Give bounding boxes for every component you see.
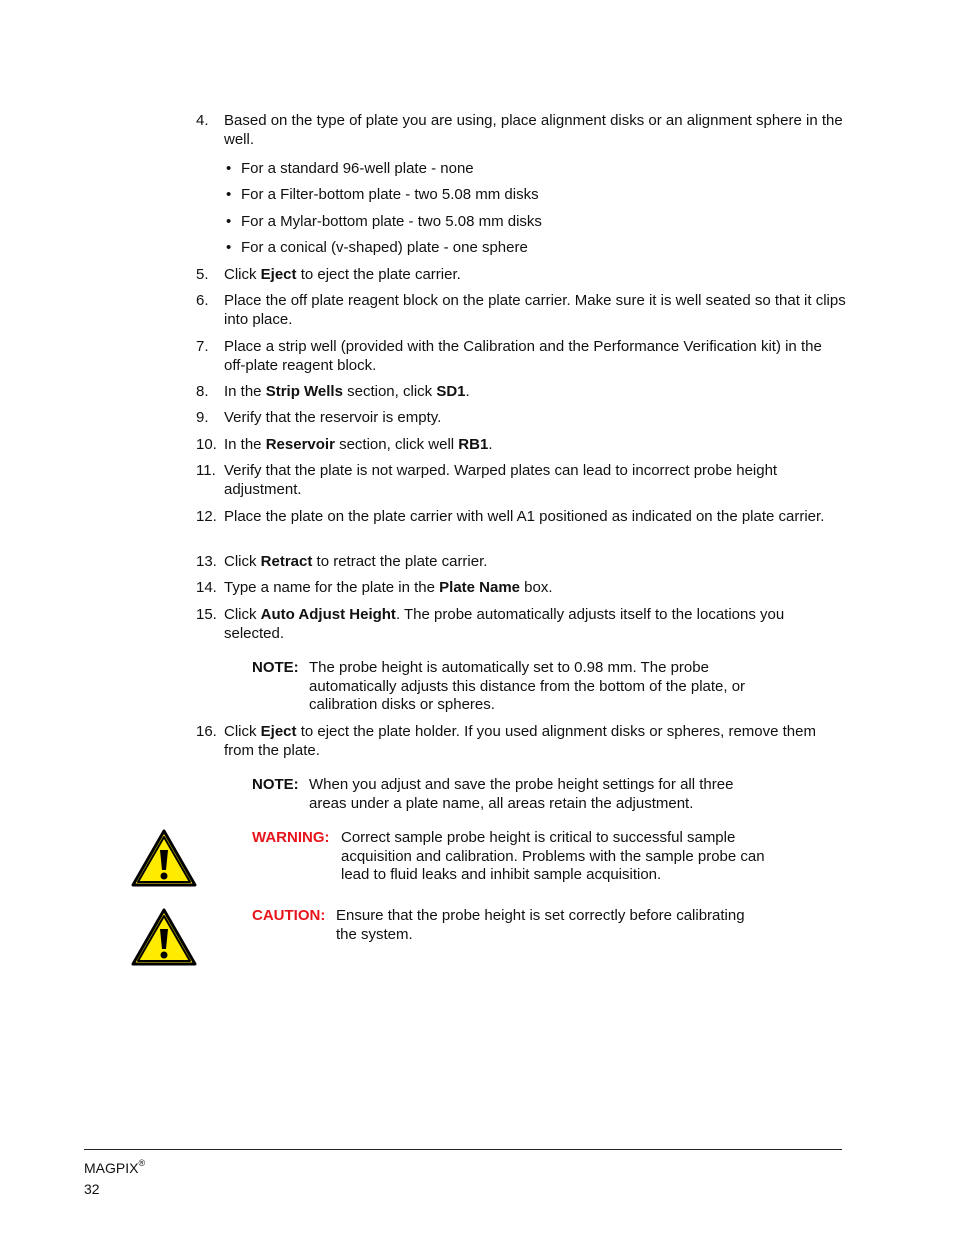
step-number: 13. [196,553,217,570]
step-text-bold: Eject [260,723,297,740]
step-text [224,723,846,760]
bullet-text: For a conical (v-shaped) plate - one sphere [241,239,528,256]
step-text-part: Based on the type of plate you are using, place alignment disks or an alignment sphere in the well. [224,112,843,148]
step-number: 10. [196,436,217,453]
step-text-bold: Eject [260,266,297,283]
step-text-part: Click [224,723,261,740]
step-number: 11. [196,462,216,479]
step-text-part: . [488,436,493,453]
step-text-bold: RB1 [458,436,489,453]
step-number: 6. [196,292,209,309]
step-text-part: box. [520,579,553,596]
note-label: NOTE: [252,776,299,793]
step-number: 5. [196,266,209,283]
step-text-part: section, click [342,383,437,400]
step-text-part: Click [224,266,261,283]
step-text-bold: Strip Wells [265,383,343,400]
note-line: When you adjust and save the probe height settings for all three [309,776,734,793]
note-line: automatically adjusts this distance from the bottom of the plate, or [309,677,746,695]
step-number: 4. [196,112,209,129]
warning-line: Correct sample probe height is critical to successful sample [341,829,736,846]
step-text-part: Place the plate on the plate carrier with well A1 positioned as indicated on the plate carrier. [224,508,825,525]
step-text-part: Click [224,553,261,570]
footer-product-name: MAGPIX [84,1160,139,1176]
step-number: 7. [196,338,209,355]
step-text [224,266,846,285]
caution-label: CAUTION: [252,907,326,924]
step-number: 15. [196,606,217,623]
step-text [224,553,846,572]
step-text [224,409,846,428]
warning-triangle-icon [130,828,198,888]
bullet-text: For a Filter-bottom plate - two 5.08 mm disks [241,186,539,203]
note-line: areas under a plate name, all areas retain the adjustment. [309,794,694,812]
step-text-part: Type a name for the plate in the [224,579,440,596]
step-text [224,338,846,375]
step-text-part: Verify that the plate is not warped. Warped plates can lead to incorrect probe height adjustment. [224,462,778,498]
step-text [224,606,846,643]
bullet-dot: • [226,239,232,256]
step-text [224,436,846,455]
step-text-part: . [465,383,470,400]
step-text [224,508,846,527]
step-text-part: . The probe automatically adjusts itself to the locations you selected. [224,606,785,642]
step-number: 14. [196,579,217,596]
step-text [224,383,846,402]
note-line: calibration disks or spheres. [309,696,495,713]
step-text [224,292,846,329]
step-text-part: Place a strip well (provided with the Calibration and the Performance Verification kit) in the off-plate reagent block. [224,338,822,374]
step-number: 12. [196,508,217,525]
step-number: 8. [196,383,209,400]
step-text-bold: Plate Name [439,579,521,596]
step-text-bold: Retract [260,553,313,570]
step-text-part: Verify that the reservoir is empty. [224,409,442,426]
step-number: 16. [196,723,217,740]
step-text-part: to retract the plate carrier. [312,553,488,570]
step-text-bold: SD1 [436,383,466,400]
warning-line: acquisition and calibration. Problems with the sample probe can [341,847,765,865]
step-number: 9. [196,409,209,426]
step-text-bold: Auto Adjust Height [260,606,396,623]
step-text-part: In the [224,383,266,400]
footer-rule [84,1149,842,1150]
note-line: The probe height is automatically set to 0.98 mm. The probe [309,659,709,676]
step-text [224,579,846,598]
step-text-part: to eject the plate carrier. [296,266,461,283]
bullet-dot: • [226,186,232,203]
bullet-dot: • [226,213,232,230]
step-text-part: section, click well [334,436,459,453]
bullet-text: For a standard 96-well plate - none [241,160,474,177]
step-text-part: In the [224,436,266,453]
caution-triangle-icon [130,907,198,967]
step-text-bold: Reservoir [265,436,335,453]
footer-product [84,1160,145,1176]
bullet-text: For a Mylar-bottom plate - two 5.08 mm disks [241,213,542,230]
caution-line: Ensure that the probe height is set correctly before calibrating [336,907,745,924]
bullet-dot: • [226,160,232,177]
warning-text [341,829,765,885]
note-label: NOTE: [252,659,299,676]
step-text-part: Click [224,606,261,623]
step-text-part: Place the off plate reagent block on the plate carrier. Make sure it is well seated so that it clips into place. [224,292,846,328]
footer-page-number: 32 [84,1181,100,1197]
caution-text [336,907,745,944]
step-text [224,462,846,499]
step-text-part: to eject the plate holder. If you used alignment disks or spheres, remove them from the plate. [224,723,816,759]
registered-mark: ® [138,1158,146,1168]
warning-line: lead to fluid leaks and inhibit sample acquisition. [341,866,662,883]
caution-line: the system. [336,925,413,943]
note-text [309,776,733,813]
note-text [309,659,745,715]
step-text [224,112,846,149]
warning-label: WARNING: [252,829,330,846]
